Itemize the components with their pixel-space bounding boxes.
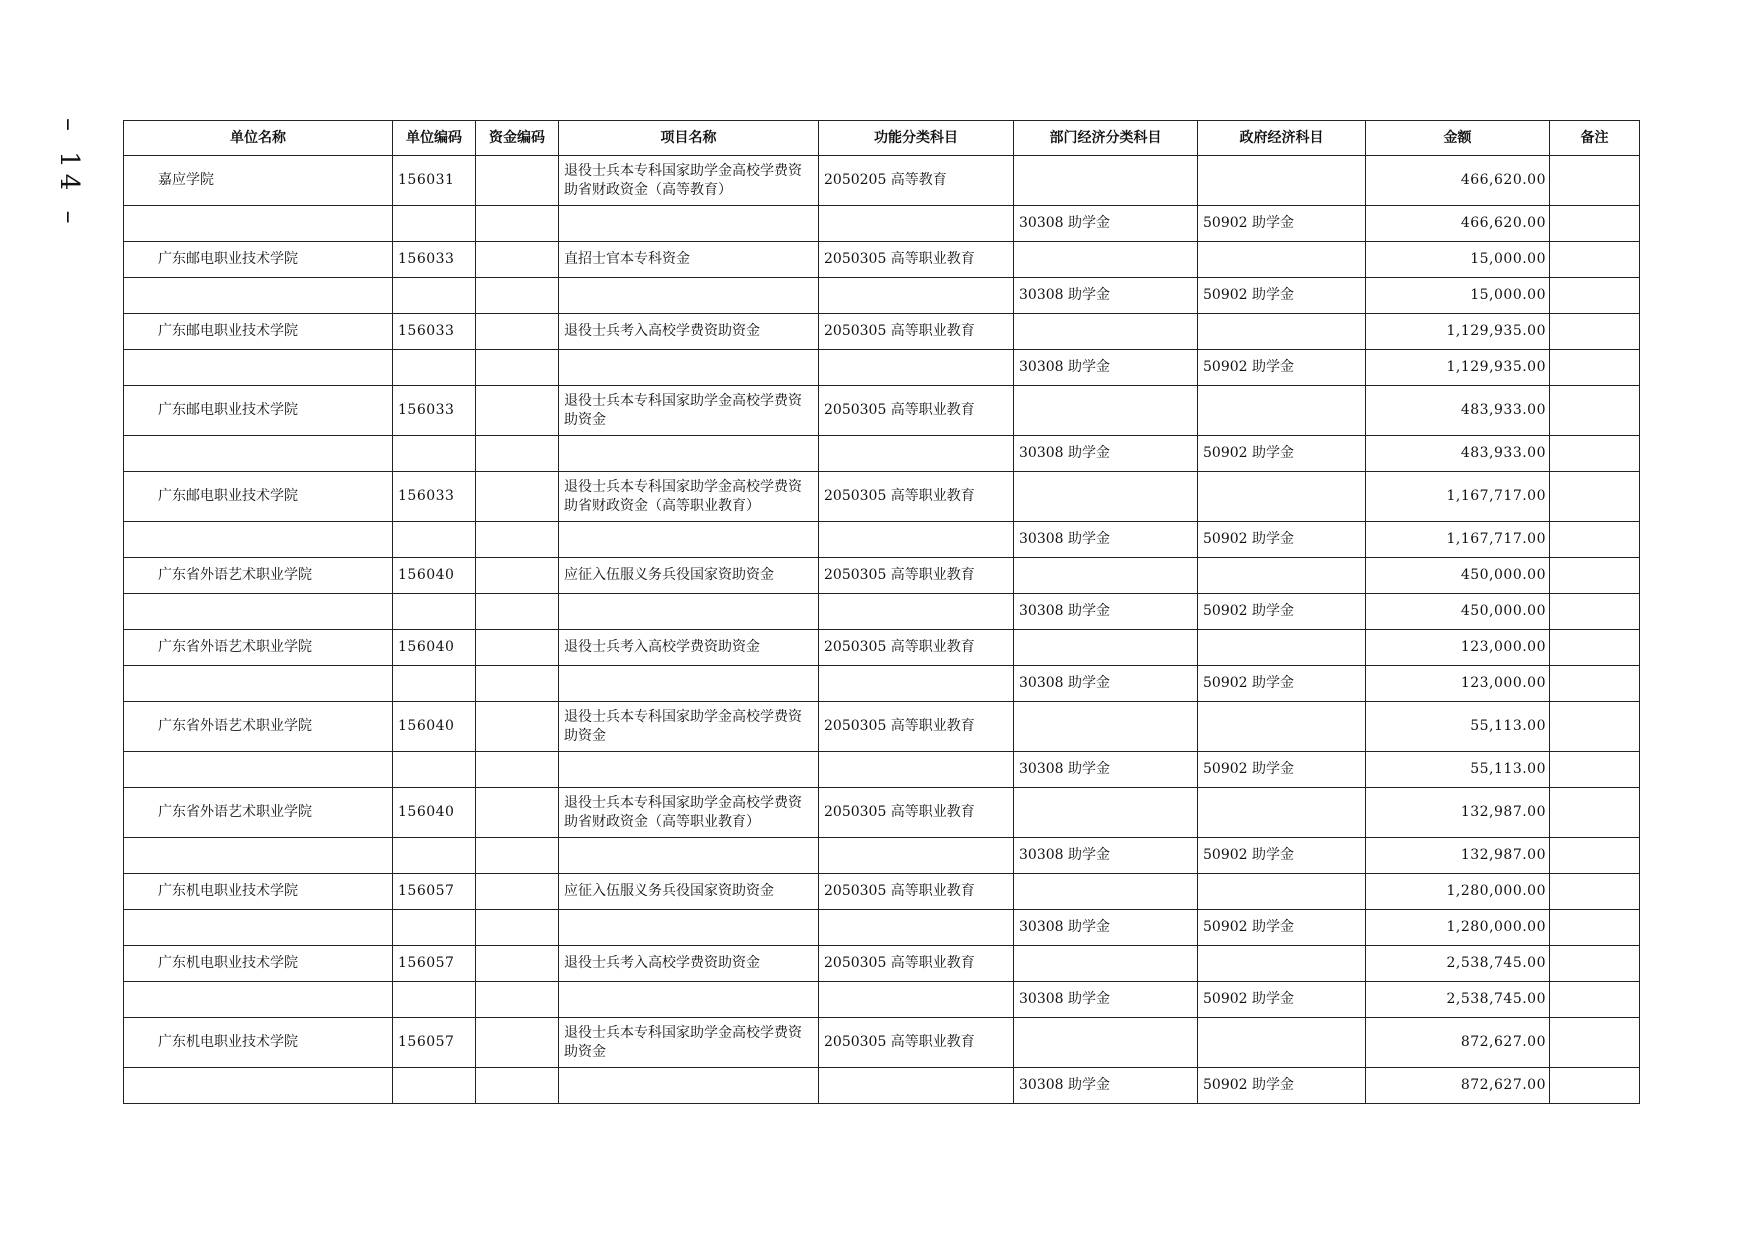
cell-gov-economic-category bbox=[1198, 242, 1366, 278]
cell-note bbox=[1550, 982, 1640, 1018]
cell-dept-economic-category: 30308 助学金 bbox=[1014, 436, 1198, 472]
cell-dept-economic-category bbox=[1014, 630, 1198, 666]
table-row bbox=[124, 946, 1640, 982]
cell-fund-code bbox=[476, 314, 559, 350]
cell-function-category bbox=[819, 838, 1014, 874]
cell-note bbox=[1550, 666, 1640, 702]
table-row bbox=[124, 386, 1640, 436]
cell-amount: 466,620.00 bbox=[1366, 206, 1550, 242]
cell-amount: 466,620.00 bbox=[1366, 156, 1550, 206]
cell-project-name bbox=[559, 666, 819, 702]
budget-table bbox=[123, 120, 1640, 1104]
cell-project-name bbox=[559, 436, 819, 472]
cell-note bbox=[1550, 630, 1640, 666]
cell-note bbox=[1550, 910, 1640, 946]
cell-amount: 55,113.00 bbox=[1366, 752, 1550, 788]
cell-amount: 123,000.00 bbox=[1366, 630, 1550, 666]
cell-note bbox=[1550, 314, 1640, 350]
cell-unit-code bbox=[393, 982, 476, 1018]
cell-unit-name bbox=[124, 206, 393, 242]
table-row bbox=[124, 278, 1640, 314]
cell-project-name bbox=[559, 350, 819, 386]
cell-gov-economic-category: 50902 助学金 bbox=[1198, 982, 1366, 1018]
cell-dept-economic-category bbox=[1014, 874, 1198, 910]
cell-fund-code bbox=[476, 558, 559, 594]
cell-amount: 15,000.00 bbox=[1366, 242, 1550, 278]
cell-gov-economic-category bbox=[1198, 630, 1366, 666]
cell-amount: 2,538,745.00 bbox=[1366, 946, 1550, 982]
cell-amount: 872,627.00 bbox=[1366, 1068, 1550, 1104]
cell-unit-name: 广东省外语艺术职业学院 bbox=[124, 558, 393, 594]
cell-unit-code: 156057 bbox=[393, 946, 476, 982]
cell-project-name: 应征入伍服义务兵役国家资助资金 bbox=[559, 558, 819, 594]
cell-dept-economic-category: 30308 助学金 bbox=[1014, 666, 1198, 702]
cell-unit-name bbox=[124, 838, 393, 874]
cell-dept-economic-category bbox=[1014, 386, 1198, 436]
cell-unit-code bbox=[393, 752, 476, 788]
cell-function-category: 2050205 高等教育 bbox=[819, 156, 1014, 206]
cell-unit-name: 广东省外语艺术职业学院 bbox=[124, 630, 393, 666]
cell-fund-code bbox=[476, 522, 559, 558]
cell-unit-name: 广东省外语艺术职业学院 bbox=[124, 702, 393, 752]
cell-unit-name: 广东机电职业技术学院 bbox=[124, 1018, 393, 1068]
cell-fund-code bbox=[476, 242, 559, 278]
cell-unit-code: 156040 bbox=[393, 788, 476, 838]
cell-unit-code: 156040 bbox=[393, 630, 476, 666]
cell-note bbox=[1550, 874, 1640, 910]
cell-function-category bbox=[819, 752, 1014, 788]
cell-gov-economic-category bbox=[1198, 702, 1366, 752]
cell-unit-name: 广东机电职业技术学院 bbox=[124, 946, 393, 982]
cell-project-name: 退役士兵本专科国家助学金高校学费资助省财政资金（高等职业教育） bbox=[559, 788, 819, 838]
cell-unit-name: 广东邮电职业技术学院 bbox=[124, 314, 393, 350]
cell-function-category: 2050305 高等职业教育 bbox=[819, 788, 1014, 838]
table-row bbox=[124, 630, 1640, 666]
cell-gov-economic-category bbox=[1198, 156, 1366, 206]
cell-dept-economic-category: 30308 助学金 bbox=[1014, 594, 1198, 630]
cell-fund-code bbox=[476, 206, 559, 242]
cell-gov-economic-category bbox=[1198, 1018, 1366, 1068]
cell-note bbox=[1550, 1018, 1640, 1068]
cell-amount: 15,000.00 bbox=[1366, 278, 1550, 314]
cell-note bbox=[1550, 386, 1640, 436]
cell-function-category bbox=[819, 910, 1014, 946]
cell-gov-economic-category: 50902 助学金 bbox=[1198, 350, 1366, 386]
cell-dept-economic-category: 30308 助学金 bbox=[1014, 278, 1198, 314]
cell-amount: 483,933.00 bbox=[1366, 386, 1550, 436]
cell-dept-economic-category bbox=[1014, 1018, 1198, 1068]
cell-project-name: 退役士兵考入高校学费资助资金 bbox=[559, 314, 819, 350]
header-unit-code: 单位编码 bbox=[393, 121, 476, 156]
cell-project-name bbox=[559, 522, 819, 558]
cell-unit-code bbox=[393, 594, 476, 630]
cell-function-category: 2050305 高等职业教育 bbox=[819, 946, 1014, 982]
cell-dept-economic-category bbox=[1014, 314, 1198, 350]
cell-project-name: 退役士兵本专科国家助学金高校学费资助资金 bbox=[559, 386, 819, 436]
cell-gov-economic-category bbox=[1198, 472, 1366, 522]
cell-project-name bbox=[559, 1068, 819, 1104]
cell-note bbox=[1550, 436, 1640, 472]
cell-fund-code bbox=[476, 982, 559, 1018]
cell-gov-economic-category: 50902 助学金 bbox=[1198, 752, 1366, 788]
cell-fund-code bbox=[476, 874, 559, 910]
cell-project-name: 退役士兵考入高校学费资助资金 bbox=[559, 946, 819, 982]
cell-gov-economic-category bbox=[1198, 788, 1366, 838]
cell-project-name: 退役士兵考入高校学费资助资金 bbox=[559, 630, 819, 666]
cell-unit-name bbox=[124, 522, 393, 558]
cell-dept-economic-category bbox=[1014, 702, 1198, 752]
cell-note bbox=[1550, 752, 1640, 788]
cell-amount: 2,538,745.00 bbox=[1366, 982, 1550, 1018]
table-row bbox=[124, 910, 1640, 946]
cell-project-name bbox=[559, 278, 819, 314]
cell-project-name: 直招士官本专科资金 bbox=[559, 242, 819, 278]
cell-function-category bbox=[819, 1068, 1014, 1104]
cell-function-category: 2050305 高等职业教育 bbox=[819, 630, 1014, 666]
header-gov-economic-category: 政府经济科目 bbox=[1198, 121, 1366, 156]
cell-function-category: 2050305 高等职业教育 bbox=[819, 702, 1014, 752]
cell-project-name: 退役士兵本专科国家助学金高校学费资助资金 bbox=[559, 1018, 819, 1068]
cell-note bbox=[1550, 278, 1640, 314]
cell-note bbox=[1550, 522, 1640, 558]
cell-fund-code bbox=[476, 910, 559, 946]
cell-unit-code: 156033 bbox=[393, 242, 476, 278]
cell-fund-code bbox=[476, 702, 559, 752]
cell-unit-code: 156057 bbox=[393, 1018, 476, 1068]
table-row bbox=[124, 1018, 1640, 1068]
cell-gov-economic-category: 50902 助学金 bbox=[1198, 206, 1366, 242]
table-row bbox=[124, 1068, 1640, 1104]
cell-unit-code bbox=[393, 206, 476, 242]
header-row bbox=[124, 121, 1640, 156]
table-row bbox=[124, 982, 1640, 1018]
cell-dept-economic-category bbox=[1014, 558, 1198, 594]
cell-gov-economic-category bbox=[1198, 558, 1366, 594]
cell-function-category: 2050305 高等职业教育 bbox=[819, 1018, 1014, 1068]
table-row bbox=[124, 472, 1640, 522]
cell-dept-economic-category bbox=[1014, 242, 1198, 278]
cell-unit-code bbox=[393, 910, 476, 946]
cell-project-name bbox=[559, 910, 819, 946]
cell-amount: 483,933.00 bbox=[1366, 436, 1550, 472]
cell-fund-code bbox=[476, 1018, 559, 1068]
cell-fund-code bbox=[476, 1068, 559, 1104]
cell-function-category bbox=[819, 522, 1014, 558]
table-row bbox=[124, 702, 1640, 752]
cell-dept-economic-category: 30308 助学金 bbox=[1014, 522, 1198, 558]
table-body bbox=[124, 156, 1640, 1104]
table-row bbox=[124, 242, 1640, 278]
cell-fund-code bbox=[476, 472, 559, 522]
cell-unit-name: 广东邮电职业技术学院 bbox=[124, 242, 393, 278]
cell-unit-code bbox=[393, 522, 476, 558]
cell-unit-name: 嘉应学院 bbox=[124, 156, 393, 206]
cell-fund-code bbox=[476, 386, 559, 436]
cell-gov-economic-category: 50902 助学金 bbox=[1198, 910, 1366, 946]
cell-function-category bbox=[819, 278, 1014, 314]
cell-function-category: 2050305 高等职业教育 bbox=[819, 314, 1014, 350]
cell-gov-economic-category bbox=[1198, 874, 1366, 910]
header-project-name: 项目名称 bbox=[559, 121, 819, 156]
cell-unit-code: 156040 bbox=[393, 702, 476, 752]
cell-dept-economic-category: 30308 助学金 bbox=[1014, 910, 1198, 946]
cell-gov-economic-category: 50902 助学金 bbox=[1198, 594, 1366, 630]
cell-project-name: 退役士兵本专科国家助学金高校学费资助资金 bbox=[559, 702, 819, 752]
cell-function-category bbox=[819, 594, 1014, 630]
cell-unit-code: 156031 bbox=[393, 156, 476, 206]
cell-project-name bbox=[559, 982, 819, 1018]
table-row bbox=[124, 838, 1640, 874]
table-row bbox=[124, 156, 1640, 206]
cell-amount: 132,987.00 bbox=[1366, 838, 1550, 874]
cell-function-category bbox=[819, 666, 1014, 702]
cell-function-category bbox=[819, 982, 1014, 1018]
cell-unit-name: 广东机电职业技术学院 bbox=[124, 874, 393, 910]
cell-amount: 450,000.00 bbox=[1366, 594, 1550, 630]
cell-amount: 450,000.00 bbox=[1366, 558, 1550, 594]
cell-fund-code bbox=[476, 594, 559, 630]
cell-note bbox=[1550, 206, 1640, 242]
cell-unit-name: 广东邮电职业技术学院 bbox=[124, 386, 393, 436]
cell-unit-code bbox=[393, 666, 476, 702]
cell-amount: 55,113.00 bbox=[1366, 702, 1550, 752]
cell-unit-code bbox=[393, 278, 476, 314]
cell-unit-name: 广东省外语艺术职业学院 bbox=[124, 788, 393, 838]
cell-note bbox=[1550, 350, 1640, 386]
cell-amount: 1,167,717.00 bbox=[1366, 472, 1550, 522]
cell-unit-name bbox=[124, 910, 393, 946]
cell-project-name: 应征入伍服义务兵役国家资助资金 bbox=[559, 874, 819, 910]
cell-fund-code bbox=[476, 350, 559, 386]
cell-fund-code bbox=[476, 946, 559, 982]
cell-unit-name bbox=[124, 278, 393, 314]
table-row bbox=[124, 666, 1640, 702]
header-fund-code: 资金编码 bbox=[476, 121, 559, 156]
cell-note bbox=[1550, 838, 1640, 874]
cell-gov-economic-category: 50902 助学金 bbox=[1198, 522, 1366, 558]
cell-note bbox=[1550, 1068, 1640, 1104]
table-row bbox=[124, 206, 1640, 242]
cell-unit-name: 广东邮电职业技术学院 bbox=[124, 472, 393, 522]
cell-unit-name bbox=[124, 752, 393, 788]
cell-project-name bbox=[559, 206, 819, 242]
cell-gov-economic-category bbox=[1198, 386, 1366, 436]
cell-dept-economic-category bbox=[1014, 788, 1198, 838]
cell-gov-economic-category bbox=[1198, 946, 1366, 982]
cell-amount: 1,280,000.00 bbox=[1366, 874, 1550, 910]
header-unit-name: 单位名称 bbox=[124, 121, 393, 156]
cell-unit-code bbox=[393, 1068, 476, 1104]
cell-fund-code bbox=[476, 278, 559, 314]
cell-dept-economic-category: 30308 助学金 bbox=[1014, 838, 1198, 874]
cell-fund-code bbox=[476, 752, 559, 788]
cell-gov-economic-category: 50902 助学金 bbox=[1198, 838, 1366, 874]
table-row bbox=[124, 752, 1640, 788]
cell-dept-economic-category bbox=[1014, 472, 1198, 522]
cell-gov-economic-category: 50902 助学金 bbox=[1198, 666, 1366, 702]
table-row bbox=[124, 314, 1640, 350]
cell-dept-economic-category: 30308 助学金 bbox=[1014, 350, 1198, 386]
cell-unit-code: 156040 bbox=[393, 558, 476, 594]
cell-function-category: 2050305 高等职业教育 bbox=[819, 472, 1014, 522]
cell-note bbox=[1550, 156, 1640, 206]
cell-project-name bbox=[559, 594, 819, 630]
cell-function-category: 2050305 高等职业教育 bbox=[819, 874, 1014, 910]
cell-amount: 872,627.00 bbox=[1366, 1018, 1550, 1068]
cell-amount: 1,167,717.00 bbox=[1366, 522, 1550, 558]
cell-unit-name bbox=[124, 594, 393, 630]
cell-dept-economic-category: 30308 助学金 bbox=[1014, 982, 1198, 1018]
table-row bbox=[124, 350, 1640, 386]
header-note: 备注 bbox=[1550, 121, 1640, 156]
cell-note bbox=[1550, 242, 1640, 278]
cell-unit-code bbox=[393, 436, 476, 472]
page-number: – 14 – bbox=[54, 118, 84, 230]
cell-amount: 1,129,935.00 bbox=[1366, 350, 1550, 386]
cell-dept-economic-category: 30308 助学金 bbox=[1014, 1068, 1198, 1104]
header-dept-economic-category: 部门经济分类科目 bbox=[1014, 121, 1198, 156]
cell-dept-economic-category bbox=[1014, 946, 1198, 982]
cell-function-category bbox=[819, 436, 1014, 472]
cell-amount: 1,280,000.00 bbox=[1366, 910, 1550, 946]
cell-fund-code bbox=[476, 838, 559, 874]
cell-dept-economic-category: 30308 助学金 bbox=[1014, 752, 1198, 788]
cell-note bbox=[1550, 558, 1640, 594]
cell-function-category: 2050305 高等职业教育 bbox=[819, 242, 1014, 278]
cell-note bbox=[1550, 788, 1640, 838]
cell-fund-code bbox=[476, 156, 559, 206]
table-row bbox=[124, 522, 1640, 558]
header-amount: 金额 bbox=[1366, 121, 1550, 156]
cell-gov-economic-category: 50902 助学金 bbox=[1198, 278, 1366, 314]
table-row bbox=[124, 874, 1640, 910]
cell-unit-code bbox=[393, 838, 476, 874]
cell-amount: 123,000.00 bbox=[1366, 666, 1550, 702]
cell-project-name: 退役士兵本专科国家助学金高校学费资助省财政资金（高等职业教育） bbox=[559, 472, 819, 522]
cell-amount: 1,129,935.00 bbox=[1366, 314, 1550, 350]
cell-dept-economic-category: 30308 助学金 bbox=[1014, 206, 1198, 242]
cell-project-name: 退役士兵本专科国家助学金高校学费资助省财政资金（高等教育） bbox=[559, 156, 819, 206]
cell-unit-name bbox=[124, 1068, 393, 1104]
cell-unit-name bbox=[124, 666, 393, 702]
cell-amount: 132,987.00 bbox=[1366, 788, 1550, 838]
cell-unit-code: 156057 bbox=[393, 874, 476, 910]
cell-project-name bbox=[559, 838, 819, 874]
cell-dept-economic-category bbox=[1014, 156, 1198, 206]
cell-unit-code: 156033 bbox=[393, 386, 476, 436]
cell-function-category: 2050305 高等职业教育 bbox=[819, 386, 1014, 436]
cell-unit-code: 156033 bbox=[393, 472, 476, 522]
cell-note bbox=[1550, 946, 1640, 982]
cell-gov-economic-category bbox=[1198, 314, 1366, 350]
cell-function-category bbox=[819, 206, 1014, 242]
cell-fund-code bbox=[476, 788, 559, 838]
cell-note bbox=[1550, 472, 1640, 522]
table-row bbox=[124, 558, 1640, 594]
cell-note bbox=[1550, 702, 1640, 752]
cell-project-name bbox=[559, 752, 819, 788]
table-row bbox=[124, 788, 1640, 838]
cell-unit-name bbox=[124, 350, 393, 386]
cell-function-category bbox=[819, 350, 1014, 386]
cell-unit-code bbox=[393, 350, 476, 386]
cell-note bbox=[1550, 594, 1640, 630]
cell-fund-code bbox=[476, 666, 559, 702]
cell-gov-economic-category: 50902 助学金 bbox=[1198, 1068, 1366, 1104]
header-function-category: 功能分类科目 bbox=[819, 121, 1014, 156]
cell-gov-economic-category: 50902 助学金 bbox=[1198, 436, 1366, 472]
table-row bbox=[124, 594, 1640, 630]
table-header bbox=[124, 121, 1640, 156]
table-row bbox=[124, 436, 1640, 472]
cell-fund-code bbox=[476, 436, 559, 472]
cell-unit-code: 156033 bbox=[393, 314, 476, 350]
cell-fund-code bbox=[476, 630, 559, 666]
cell-function-category: 2050305 高等职业教育 bbox=[819, 558, 1014, 594]
cell-unit-name bbox=[124, 982, 393, 1018]
cell-unit-name bbox=[124, 436, 393, 472]
